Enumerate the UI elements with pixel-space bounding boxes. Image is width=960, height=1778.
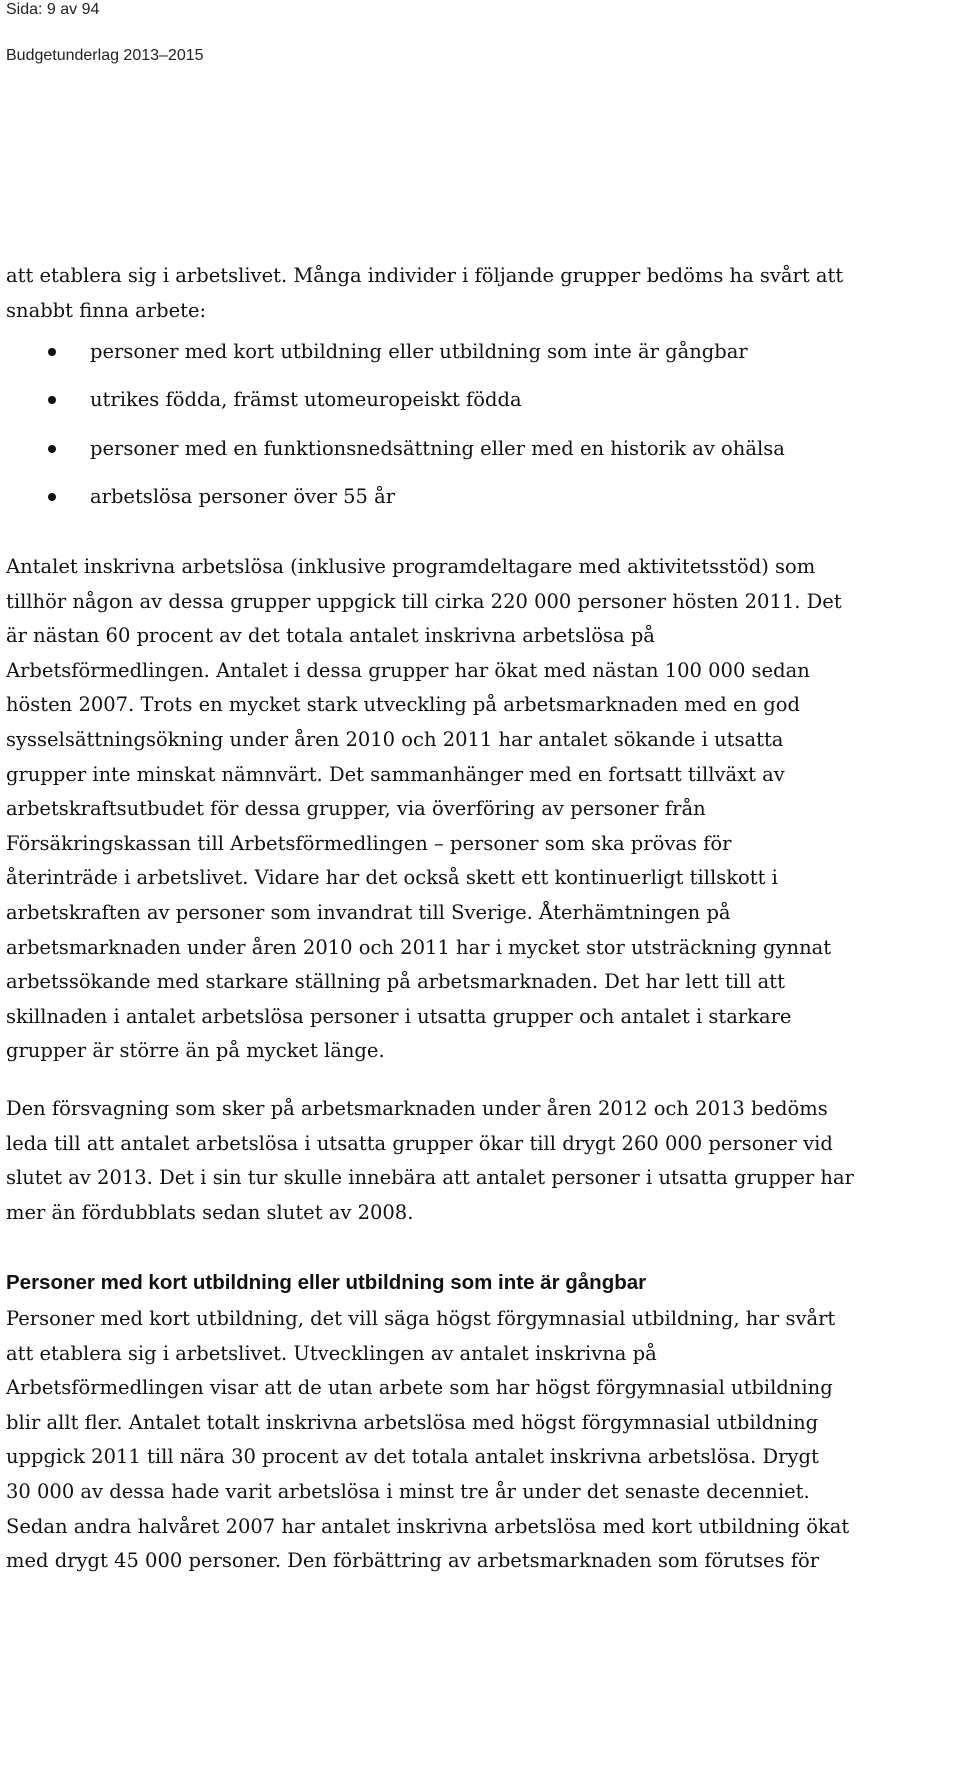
text-line: skillnaden i antalet arbetslösa personer i utsatta grupper och antalet i starkare xyxy=(6,1004,792,1028)
intro-paragraph xyxy=(6,259,954,328)
text-line: arbetsmarknaden under åren 2010 och 2011 har i mycket stor utsträckning gynnat xyxy=(6,935,832,959)
text-line: grupper är större än på mycket länge. xyxy=(6,1039,385,1063)
text-line: snabbt finna arbete: xyxy=(6,298,207,322)
section-heading: Personer med kort utbildning eller utbildning som inte är gångbar xyxy=(6,1271,647,1294)
bullet-icon xyxy=(48,493,56,501)
list-item: personer med en funktionsnedsättning eller med en historik av ohälsa xyxy=(0,437,948,485)
text-line: med drygt 45 000 personer. Den förbättring av arbetsmarknaden som förutses för xyxy=(6,1549,820,1573)
list-item: personer med kort utbildning eller utbildning som inte är gångbar xyxy=(0,340,948,388)
paragraph-forecast xyxy=(6,1092,954,1230)
text-line: arbetssökande med starkare ställning på arbetsmarknaden. Det har lett till att xyxy=(6,970,785,994)
text-line: Sedan andra halvåret 2007 har antalet inskrivna arbetslösa med kort utbildning ökat xyxy=(6,1514,850,1538)
text-line: hösten 2007. Trots en mycket stark utveckling på arbetsmarknaden med en god xyxy=(6,693,800,717)
text-line: 30 000 av dessa hade varit arbetslösa i minst tre år under det senaste decenniet. xyxy=(6,1479,810,1503)
document-title: Budgetunderlag 2013–2015 xyxy=(6,47,204,64)
list-item: arbetslösa personer över 55 år xyxy=(0,485,948,533)
list-item: utrikes födda, främst utomeuropeiskt födda xyxy=(0,388,948,436)
text-line: mer än fördubblats sedan slutet av 2008. xyxy=(6,1200,414,1224)
text-line: grupper inte minskat nämnvärt. Det sammanhänger med en fortsatt tillväxt av xyxy=(6,762,785,786)
bullet-icon xyxy=(48,445,56,453)
paragraph-short-education xyxy=(6,1302,954,1579)
text-line: är nästan 60 procent av det totala antalet inskrivna arbetslösa på xyxy=(6,624,655,648)
text-line: att etablera sig i arbetslivet. Många individer i följande grupper bedöms ha svårt att xyxy=(6,264,844,287)
text-line: slutet av 2013. Det i sin tur skulle innebära att antalet personer i utsatta grupper har xyxy=(6,1166,854,1190)
text-line: tillhör någon av dessa grupper uppgick till cirka 220 000 personer hösten 2011. Det xyxy=(6,589,842,613)
text-line: Arbetsförmedlingen. Antalet i dessa grupper har ökat med nästan 100 000 sedan xyxy=(6,658,810,682)
text-line: Antalet inskrivna arbetslösa (inklusive programdeltagare med aktivitetsstöd) som xyxy=(6,555,816,578)
bullet-icon xyxy=(48,348,56,356)
text-line: Arbetsförmedlingen visar att de utan arbete som har högst förgymnasial utbildning xyxy=(6,1376,833,1400)
text-line: sysselsättningsökning under åren 2010 och 2011 har antalet sökande i utsatta xyxy=(6,727,784,751)
text-line: uppgick 2011 till nära 30 procent av det totala antalet inskrivna arbetslösa. Drygt xyxy=(6,1445,819,1469)
text-line: att etablera sig i arbetslivet. Utvecklingen av antalet inskrivna på xyxy=(6,1341,657,1365)
bullet-icon xyxy=(48,396,56,404)
text-line: återinträde i arbetslivet. Vidare har det också skett ett kontinuerligt tillskott i xyxy=(6,866,778,890)
text-line: Försäkringskassan till Arbetsförmedlingen – personer som ska prövas för xyxy=(6,831,732,855)
text-line: blir allt fler. Antalet totalt inskrivna arbetslösa med högst förgymnasial utbildning xyxy=(6,1410,819,1434)
text-line: leda till att antalet arbetslösa i utsatta grupper ökar till drygt 260 000 personer vid xyxy=(6,1131,833,1155)
text-line: Den försvagning som sker på arbetsmarknaden under åren 2012 och 2013 bedöms xyxy=(6,1097,828,1120)
text-line: arbetskraftsutbudet för dessa grupper, via överföring av personer från xyxy=(6,797,706,821)
bullet-list xyxy=(0,340,948,533)
paragraph-group-statistics xyxy=(6,550,954,1069)
text-line: arbetskraften av personer som invandrat till Sverige. Återhämtningen på xyxy=(6,900,731,924)
page-number: Sida: 9 av 94 xyxy=(6,1,100,18)
text-line: Personer med kort utbildning, det vill säga högst förgymnasial utbildning, har svårt xyxy=(6,1307,836,1330)
